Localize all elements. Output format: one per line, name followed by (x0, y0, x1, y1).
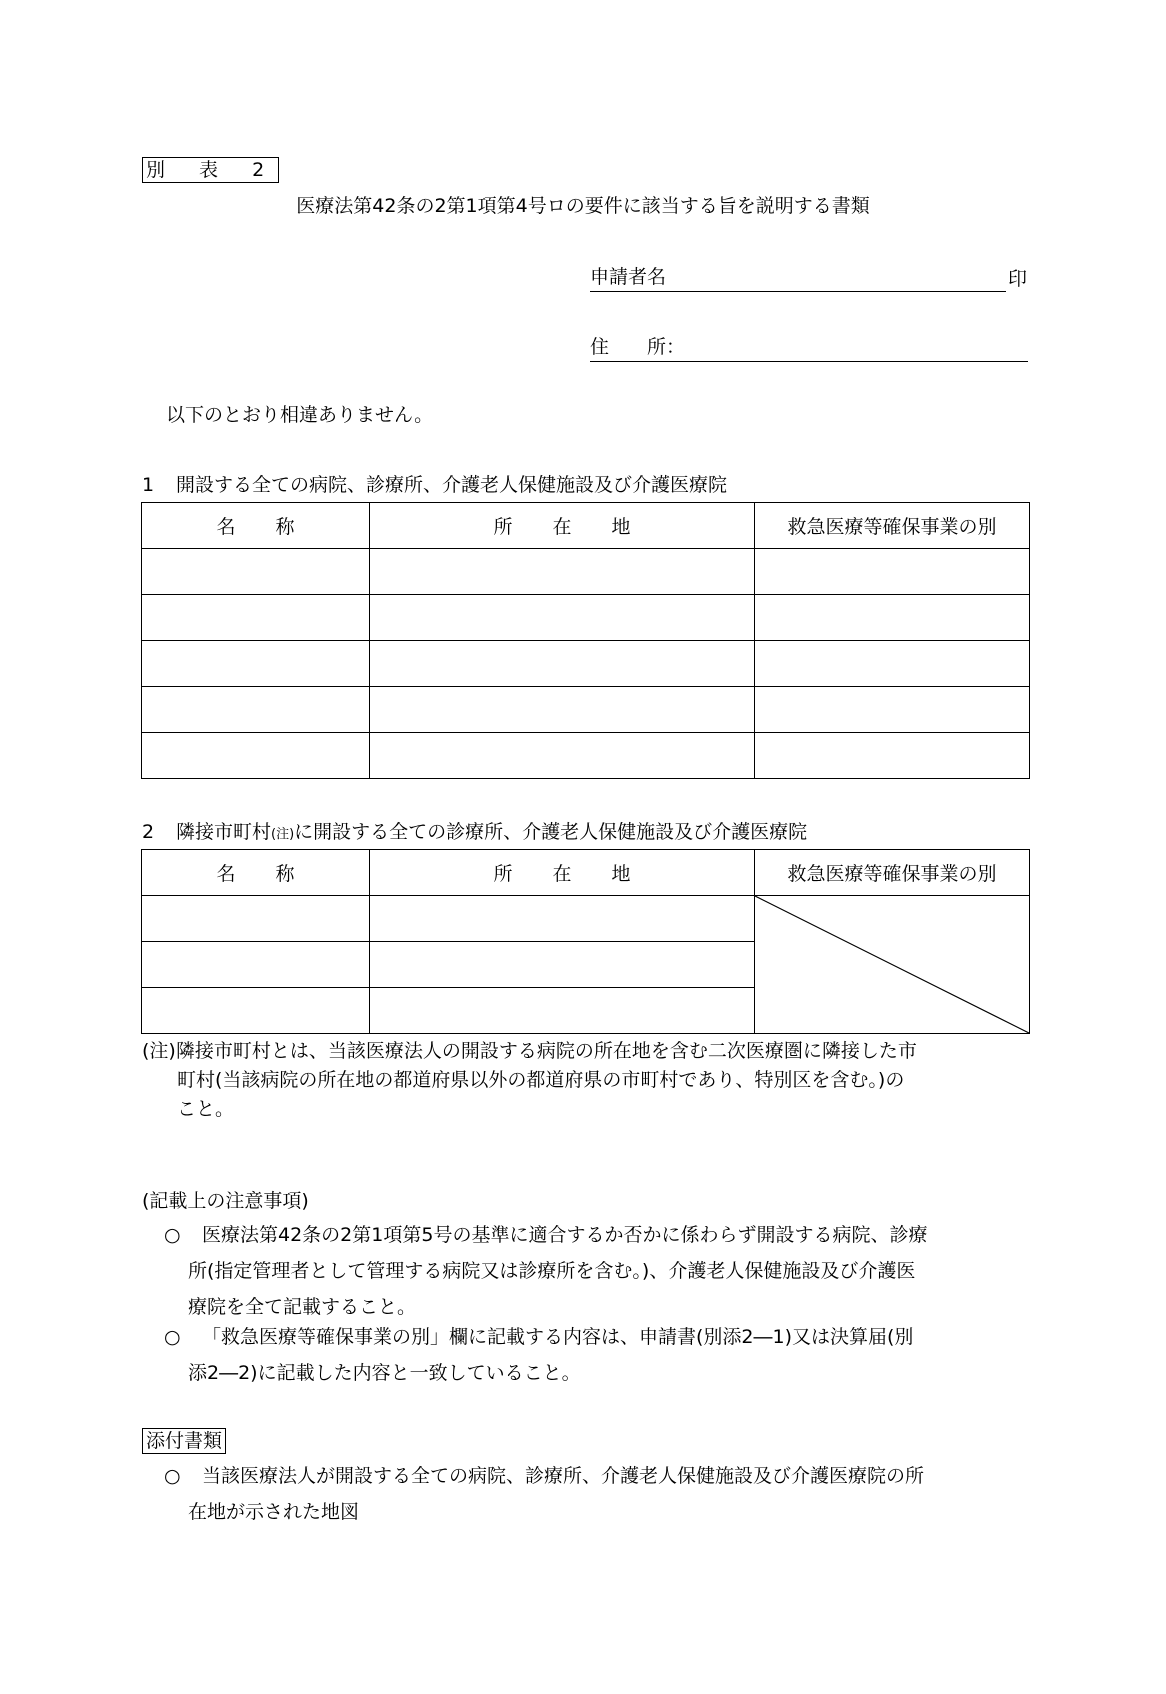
address-label: 住 所： (590, 336, 686, 358)
seal-mark: 印 (1008, 268, 1028, 290)
table-header-row (142, 850, 1030, 896)
cell-type[interactable] (755, 687, 1030, 733)
facilities-table (141, 502, 1030, 779)
cell-name[interactable] (142, 687, 370, 733)
attachments-heading: 添付書類 (142, 1428, 226, 1454)
section1-number: 1 (142, 474, 155, 496)
cell-name[interactable] (142, 988, 370, 1034)
document-title: 医療法第42条の2第1項第4号ロの要件に該当する旨を説明する書類 (296, 195, 870, 217)
not-applicable-cell (755, 896, 1030, 1034)
section1-heading (142, 470, 727, 497)
attachment-item (164, 1458, 1030, 1530)
footnote-line: こと。 (177, 1098, 235, 1120)
table-row (142, 687, 1030, 733)
cell-type[interactable] (755, 641, 1030, 687)
cell-type[interactable] (755, 595, 1030, 641)
address-field[interactable] (590, 332, 1028, 362)
cell-name[interactable] (142, 549, 370, 595)
footnote-line: (注)隣接市町村とは、当該医療法人の開設する病院の所在地を含む二次医療圏に隣接した市 (142, 1040, 917, 1062)
footnote (142, 1037, 1032, 1124)
table-row (142, 896, 1030, 942)
note-line: 医療法第42条の2第1項第5号の基準に適合するか否かに係わらず開設する病院、診療 (202, 1224, 928, 1246)
section2-title-post: に開設する全ての診療所、介護老人保健施設及び介護医療院 (294, 821, 808, 843)
section1-title: 開設する全ての病院、診療所、介護老人保健施設及び介護医療院 (176, 474, 728, 496)
cell-location[interactable] (370, 733, 755, 779)
cell-location[interactable] (370, 942, 755, 988)
statement-text: 以下のとおり相違ありません。 (166, 404, 434, 426)
cell-name[interactable] (142, 641, 370, 687)
table-header-row (142, 503, 1030, 549)
note-item (164, 1217, 1030, 1325)
note-line: 所(指定管理者として管理する病院又は診療所を含む。)、介護老人保健施設及び介護医 (188, 1260, 916, 1282)
cell-name[interactable] (142, 595, 370, 641)
column-header-type: 救急医療等確保事業の別 (755, 850, 1030, 896)
column-header-location: 所在地 (370, 850, 755, 896)
note-line: 療院を全て記載すること。 (188, 1296, 417, 1318)
column-header-name: 名称 (142, 850, 370, 896)
section2-note-mark: (注) (271, 827, 295, 842)
column-header-location: 所在地 (370, 503, 755, 549)
table-row (142, 549, 1030, 595)
table-row (142, 641, 1030, 687)
table-row (142, 595, 1030, 641)
section2-title-pre: 隣接市町村 (176, 821, 272, 843)
cell-location[interactable] (370, 549, 755, 595)
cell-location[interactable] (370, 687, 755, 733)
cell-name[interactable] (142, 942, 370, 988)
cell-location[interactable] (370, 595, 755, 641)
diagonal-strike (755, 896, 1029, 1033)
address-line (590, 361, 1028, 362)
notes-heading: (記載上の注意事項) (142, 1190, 309, 1212)
cell-type[interactable] (755, 733, 1030, 779)
note-line: 「救急医療等確保事業の別」欄に記載する内容は、申請書(別添2―1)又は決算届(別 (202, 1326, 914, 1348)
applicant-name-field[interactable] (590, 262, 1006, 292)
cell-location[interactable] (370, 896, 755, 942)
footnote-line: 町村(当該病院の所在地の都道府県以外の都道府県の市町村であり、特別区を含む。)の (177, 1069, 905, 1091)
cell-location[interactable] (370, 641, 755, 687)
cell-type[interactable] (755, 549, 1030, 595)
cell-name[interactable] (142, 896, 370, 942)
attachment-line: 当該医療法人が開設する全ての病院、診療所、介護老人保健施設及び介護医療院の所 (202, 1465, 925, 1487)
column-header-type: 救急医療等確保事業の別 (755, 503, 1030, 549)
applicant-name-label: 申請者名 (590, 266, 667, 288)
applicant-name-line (590, 291, 1006, 292)
neighboring-facilities-table (141, 849, 1030, 1034)
attachment-line: 在地が示された地図 (188, 1501, 360, 1523)
cell-location[interactable] (370, 988, 755, 1034)
circle-bullet-icon: ○ (164, 1224, 181, 1246)
circle-bullet-icon: ○ (164, 1326, 181, 1348)
column-header-name: 名称 (142, 503, 370, 549)
section2-number: 2 (142, 821, 155, 843)
circle-bullet-icon: ○ (164, 1465, 181, 1487)
note-line: 添2―2)に記載した内容と一致していること。 (188, 1362, 581, 1384)
form-tag: 別 表 2 (142, 157, 279, 183)
cell-name[interactable] (142, 733, 370, 779)
note-item (164, 1319, 1030, 1391)
table-row (142, 733, 1030, 779)
section2-heading (142, 817, 807, 844)
